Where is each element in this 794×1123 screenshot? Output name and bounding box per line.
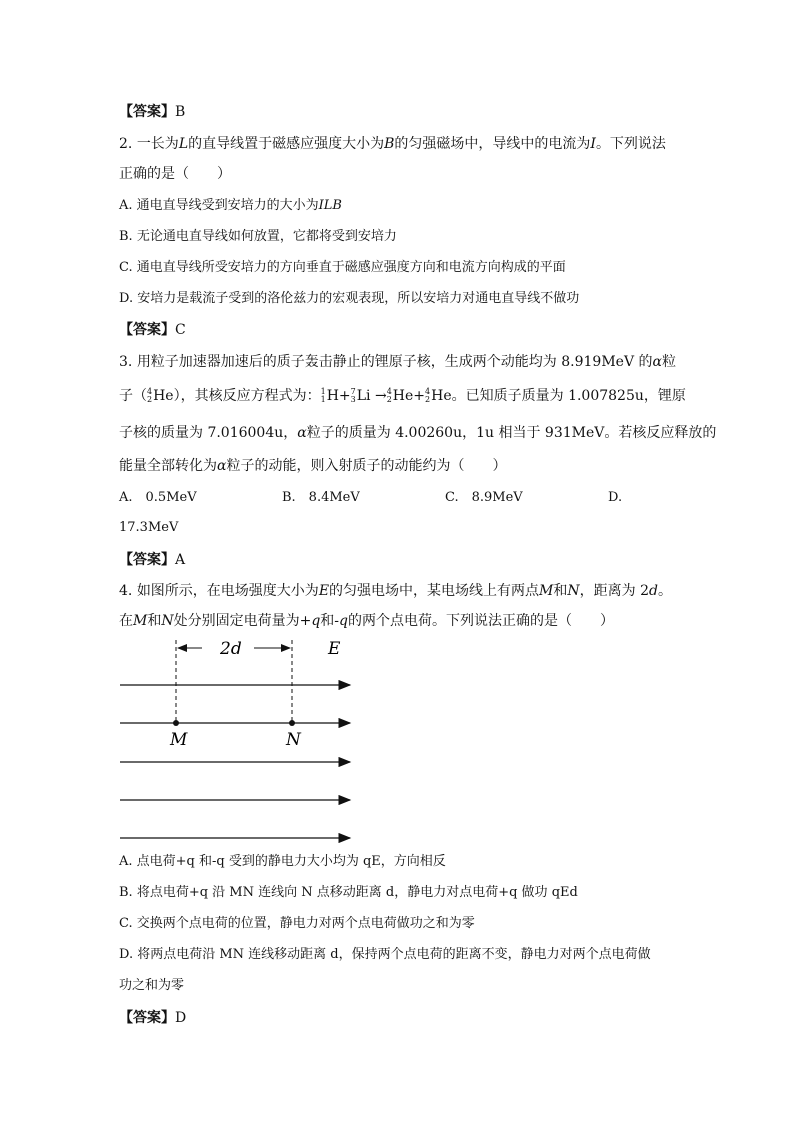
answer-q3: 【答案】A <box>119 552 186 568</box>
q3-option-b: B. 8.4MeV <box>282 490 360 505</box>
point-n <box>289 720 295 726</box>
q2-option-d: D. 安培力是载流子受到的洛伦兹力的宏观表现，所以安培力对通电直导线不做功 <box>119 291 580 306</box>
q4-option-a: A. 点电荷+q 和-q 受到的静电力大小均为 qE，方向相反 <box>119 854 446 869</box>
q4-stem-line1: 4. 如图所示，在电场强度大小为E的匀强电场中，某电场线上有两点M和N，距离为 2d。 <box>119 583 672 599</box>
q2-option-a: A. 通电直导线受到安培力的大小为ILB <box>119 198 342 213</box>
q2-option-c: C. 通电直导线所受安培力的方向垂直于磁感应强度方向和电流方向构成的平面 <box>119 260 566 275</box>
q3-option-c: C. 8.9MeV <box>445 490 523 505</box>
point-n-label: N <box>286 730 301 750</box>
q3-stem-line3: 子核的质量为 7.016004u，α粒子的质量为 4.00260u，1u 相当于 931MeV。若核反应释放的 <box>119 425 717 441</box>
q3-stem-line1: 3. 用粒子加速器加速后的质子轰击静止的锂原子核，生成两个动能均为 8.919MeV 的α粒 <box>119 354 676 370</box>
q2-stem-line1: 2. 一长为L的直导线置于磁感应强度大小为B的匀强磁场中，导线中的电流为I。下列说法 <box>119 136 666 152</box>
q3-option-d-value: 17.3MeV <box>119 520 179 535</box>
q4-option-b: B. 将点电荷+q 沿 MN 连线向 N 点移动距离 d，静电力对点电荷+q 做功 qEd <box>119 885 578 900</box>
q3-option-d: D. <box>608 490 623 505</box>
distance-label: 2d <box>220 639 242 659</box>
q3-stem-line2: 子（ 4 2 He），其核反应方程式为： 1 1 H+ 7 3 Li → 4 2 He+ 4 2 He。已知质子质量为 1.007825u，锂原 <box>119 387 686 404</box>
point-m-label: M <box>170 730 188 750</box>
q2-option-b: B. 无论通电直导线如何放置，它都将受到安培力 <box>119 229 397 244</box>
q3-option-a: A. 0.5MeV <box>119 490 197 505</box>
answer-q4: 【答案】D <box>119 1010 187 1026</box>
q4-option-d-line1: D. 将两点电荷沿 MN 连线移动距离 d，保持两个点电荷的距离不变，静电力对两个点电荷做 <box>119 947 651 962</box>
q2-stem-line2: 正确的是（ ） <box>119 166 231 182</box>
point-m <box>173 720 179 726</box>
field-label: E <box>328 639 341 659</box>
answer-q1: 【答案】B <box>119 104 186 120</box>
answer-q2: 【答案】C <box>119 322 186 338</box>
q4-option-d-line2: 功之和为零 <box>119 978 185 993</box>
nuclear-equation: 1 1 H+ 7 3 Li → 4 2 He+ 4 2 He <box>320 387 452 404</box>
q4-stem-line2: 在M和N处分别固定电荷量为+q和-q的两个点电荷。下列说法正确的是（ ） <box>119 613 614 629</box>
q3-stem-line4: 能量全部转化为α粒子的动能，则入射质子的动能约为（ ） <box>119 458 507 474</box>
q4-option-c: C. 交换两个点电荷的位置，静电力对两个点电荷做功之和为零 <box>119 916 475 931</box>
electric-field-diagram <box>110 632 370 852</box>
